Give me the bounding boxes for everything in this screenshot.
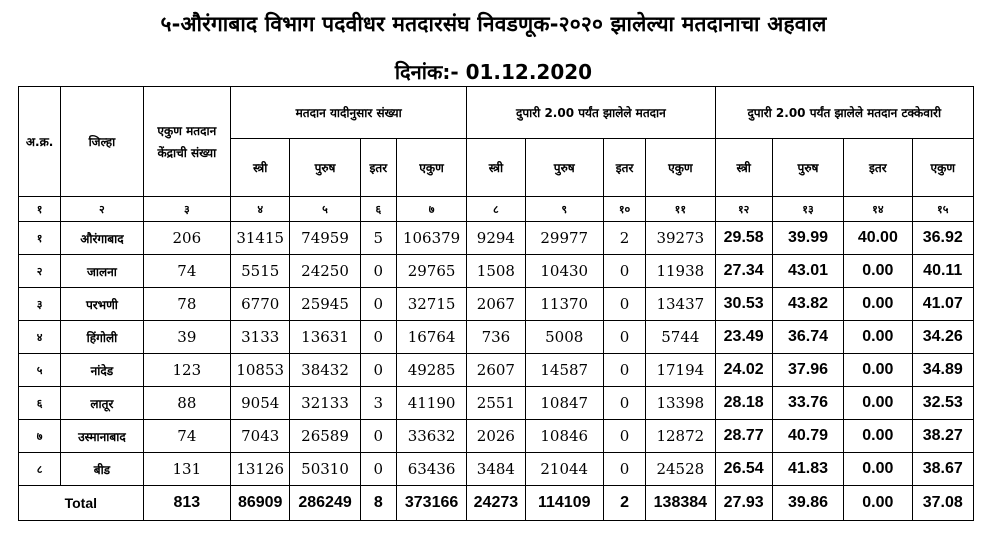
voter-other-cell: 0 — [360, 453, 396, 486]
centers-cell: 74 — [143, 420, 230, 453]
header-percent-female: स्त्री — [715, 139, 772, 197]
header-voter-other: इतर — [360, 139, 396, 197]
voter-female-cell: 10853 — [231, 354, 290, 387]
polled-female-cell: 2551 — [467, 387, 525, 420]
percent-total-cell: 38.67 — [912, 453, 973, 486]
serial-cell: १ — [19, 222, 61, 255]
voter-total-cell: 33632 — [396, 420, 466, 453]
column-number: १ — [19, 197, 61, 222]
total-label: Total — [19, 486, 144, 521]
total-polled-total-cell: 138384 — [646, 486, 715, 521]
percent-total-cell: 41.07 — [912, 288, 973, 321]
centers-cell: 206 — [143, 222, 230, 255]
polled-female-cell: 736 — [467, 321, 525, 354]
report-title: ५-औरंगाबाद विभाग पदवीधर मतदारसंघ निवडणूक-२०२० झालेल्या मतदानाचा अहवाल — [160, 12, 827, 36]
percent-other-cell: 0.00 — [844, 255, 912, 288]
column-number: ६ — [360, 197, 396, 222]
column-number: १२ — [715, 197, 772, 222]
percent-male-cell: 43.82 — [772, 288, 843, 321]
voter-male-cell: 32133 — [290, 387, 360, 420]
polled-other-cell: 0 — [603, 288, 645, 321]
total-voter-other-cell: 8 — [360, 486, 396, 521]
polled-female-cell: 1508 — [467, 255, 525, 288]
polled-female-cell: 2067 — [467, 288, 525, 321]
column-number: ९ — [525, 197, 603, 222]
polled-female-cell: 9294 — [467, 222, 525, 255]
district-cell: हिंगोली — [61, 321, 143, 354]
table-row — [19, 354, 974, 387]
polled-total-cell: 13398 — [646, 387, 715, 420]
voter-female-cell: 7043 — [231, 420, 290, 453]
percent-female-cell: 29.58 — [715, 222, 772, 255]
percent-male-cell: 36.74 — [772, 321, 843, 354]
polled-female-cell: 2607 — [467, 354, 525, 387]
voter-other-cell: 0 — [360, 288, 396, 321]
percent-other-cell: 0.00 — [844, 420, 912, 453]
column-number: ५ — [290, 197, 360, 222]
percent-other-cell: 40.00 — [844, 222, 912, 255]
voter-other-cell: 0 — [360, 354, 396, 387]
report-date: दिनांक:- 01.12.2020 — [394, 60, 593, 84]
percent-male-cell: 33.76 — [772, 387, 843, 420]
centers-cell: 88 — [143, 387, 230, 420]
serial-cell: ४ — [19, 321, 61, 354]
total-percent-male-cell: 39.86 — [772, 486, 843, 521]
column-number-row — [19, 197, 974, 222]
district-cell: जालना — [61, 255, 143, 288]
header-voter-list-group: मतदान यादीनुसार संख्या — [231, 87, 467, 139]
serial-cell: ८ — [19, 453, 61, 486]
percent-total-cell: 34.89 — [912, 354, 973, 387]
voter-male-cell: 26589 — [290, 420, 360, 453]
percent-female-cell: 28.77 — [715, 420, 772, 453]
percent-other-cell: 0.00 — [844, 387, 912, 420]
percent-other-cell: 0.00 — [844, 453, 912, 486]
percent-other-cell: 0.00 — [844, 354, 912, 387]
district-cell: औरंगाबाद — [61, 222, 143, 255]
serial-cell: २ — [19, 255, 61, 288]
percent-female-cell: 27.34 — [715, 255, 772, 288]
table-row — [19, 222, 974, 255]
total-voter-male-cell: 286249 — [290, 486, 360, 521]
table-body — [19, 197, 974, 521]
total-polled-other-cell: 2 — [603, 486, 645, 521]
percent-male-cell: 39.99 — [772, 222, 843, 255]
polled-total-cell: 5744 — [646, 321, 715, 354]
voter-female-cell: 5515 — [231, 255, 290, 288]
voter-male-cell: 38432 — [290, 354, 360, 387]
voter-total-cell: 29765 — [396, 255, 466, 288]
column-number: १३ — [772, 197, 843, 222]
header-voter-total: एकुण — [396, 139, 466, 197]
turnout-table — [18, 86, 974, 521]
serial-cell: ३ — [19, 288, 61, 321]
total-percent-female-cell: 27.93 — [715, 486, 772, 521]
percent-total-cell: 36.92 — [912, 222, 973, 255]
polled-male-cell: 11370 — [525, 288, 603, 321]
header-district: जिल्हा — [61, 87, 143, 197]
serial-cell: ६ — [19, 387, 61, 420]
polled-female-cell: 2026 — [467, 420, 525, 453]
voter-female-cell: 31415 — [231, 222, 290, 255]
voter-female-cell: 6770 — [231, 288, 290, 321]
polled-total-cell: 24528 — [646, 453, 715, 486]
polled-male-cell: 21044 — [525, 453, 603, 486]
percent-female-cell: 26.54 — [715, 453, 772, 486]
column-number: ४ — [231, 197, 290, 222]
percent-total-cell: 38.27 — [912, 420, 973, 453]
centers-cell: 39 — [143, 321, 230, 354]
polled-other-cell: 0 — [603, 354, 645, 387]
table-row — [19, 255, 974, 288]
total-centers-cell: 813 — [143, 486, 230, 521]
serial-cell: ५ — [19, 354, 61, 387]
total-polled-male-cell: 114109 — [525, 486, 603, 521]
polled-male-cell: 10847 — [525, 387, 603, 420]
table-row — [19, 420, 974, 453]
voter-other-cell: 0 — [360, 255, 396, 288]
voter-other-cell: 3 — [360, 387, 396, 420]
polled-total-cell: 11938 — [646, 255, 715, 288]
centers-cell: 131 — [143, 453, 230, 486]
percent-total-cell: 34.26 — [912, 321, 973, 354]
voter-other-cell: 5 — [360, 222, 396, 255]
header-polled-group: दुपारी 2.00 पर्यंत झालेले मतदान — [467, 87, 715, 139]
voter-male-cell: 25945 — [290, 288, 360, 321]
polled-male-cell: 5008 — [525, 321, 603, 354]
percent-male-cell: 43.01 — [772, 255, 843, 288]
polled-other-cell: 0 — [603, 387, 645, 420]
header-voter-female: स्त्री — [231, 139, 290, 197]
table-row — [19, 453, 974, 486]
percent-male-cell: 41.83 — [772, 453, 843, 486]
total-percent-other-cell: 0.00 — [844, 486, 912, 521]
voter-other-cell: 0 — [360, 321, 396, 354]
header-voter-male: पुरुष — [290, 139, 360, 197]
centers-cell: 78 — [143, 288, 230, 321]
voter-total-cell: 63436 — [396, 453, 466, 486]
percent-female-cell: 28.18 — [715, 387, 772, 420]
percent-other-cell: 0.00 — [844, 288, 912, 321]
table-row — [19, 321, 974, 354]
percent-male-cell: 40.79 — [772, 420, 843, 453]
voter-female-cell: 13126 — [231, 453, 290, 486]
serial-cell: ७ — [19, 420, 61, 453]
voter-other-cell: 0 — [360, 420, 396, 453]
total-voter-total-cell: 373166 — [396, 486, 466, 521]
voter-total-cell: 41190 — [396, 387, 466, 420]
header-serial: अ.क्र. — [19, 87, 61, 197]
column-number: १४ — [844, 197, 912, 222]
header-polled-female: स्त्री — [467, 139, 525, 197]
polled-total-cell: 39273 — [646, 222, 715, 255]
polled-total-cell: 12872 — [646, 420, 715, 453]
polled-total-cell: 17194 — [646, 354, 715, 387]
centers-cell: 123 — [143, 354, 230, 387]
district-cell: उस्मानाबाद — [61, 420, 143, 453]
polled-other-cell: 2 — [603, 222, 645, 255]
total-voter-female-cell: 86909 — [231, 486, 290, 521]
header-polled-other: इतर — [603, 139, 645, 197]
polled-female-cell: 3484 — [467, 453, 525, 486]
voter-total-cell: 49285 — [396, 354, 466, 387]
district-cell: परभणी — [61, 288, 143, 321]
polled-male-cell: 10846 — [525, 420, 603, 453]
polled-other-cell: 0 — [603, 321, 645, 354]
header-polled-total: एकुण — [646, 139, 715, 197]
voter-male-cell: 24250 — [290, 255, 360, 288]
district-cell: बीड — [61, 453, 143, 486]
percent-total-cell: 32.53 — [912, 387, 973, 420]
polled-other-cell: 0 — [603, 453, 645, 486]
district-cell: नांदेड — [61, 354, 143, 387]
header-percent-group: दुपारी 2.00 पर्यंत झालेले मतदान टक्केवारी — [715, 87, 973, 139]
polled-male-cell: 29977 — [525, 222, 603, 255]
centers-cell: 74 — [143, 255, 230, 288]
header-percent-other: इतर — [844, 139, 912, 197]
voter-total-cell: 32715 — [396, 288, 466, 321]
polled-other-cell: 0 — [603, 420, 645, 453]
voter-female-cell: 3133 — [231, 321, 290, 354]
percent-other-cell: 0.00 — [844, 321, 912, 354]
total-row — [19, 486, 974, 521]
voter-male-cell: 50310 — [290, 453, 360, 486]
percent-total-cell: 40.11 — [912, 255, 973, 288]
polled-total-cell: 13437 — [646, 288, 715, 321]
table-row — [19, 288, 974, 321]
voter-male-cell: 74959 — [290, 222, 360, 255]
percent-female-cell: 23.49 — [715, 321, 772, 354]
polled-male-cell: 10430 — [525, 255, 603, 288]
column-number: ८ — [467, 197, 525, 222]
header-percent-total: एकुण — [912, 139, 973, 197]
percent-male-cell: 37.96 — [772, 354, 843, 387]
total-percent-total-cell: 37.08 — [912, 486, 973, 521]
column-number: १५ — [912, 197, 973, 222]
polled-other-cell: 0 — [603, 255, 645, 288]
voter-total-cell: 106379 — [396, 222, 466, 255]
voter-female-cell: 9054 — [231, 387, 290, 420]
table-row — [19, 387, 974, 420]
total-polled-female-cell: 24273 — [467, 486, 525, 521]
column-number: २ — [61, 197, 143, 222]
percent-female-cell: 24.02 — [715, 354, 772, 387]
header-centers: एकुण मतदान केंद्राची संख्या — [143, 87, 230, 197]
header-percent-male: पुरुष — [772, 139, 843, 197]
header-polled-male: पुरुष — [525, 139, 603, 197]
voter-total-cell: 16764 — [396, 321, 466, 354]
district-cell: लातूर — [61, 387, 143, 420]
percent-female-cell: 30.53 — [715, 288, 772, 321]
column-number: ७ — [396, 197, 466, 222]
column-number: ११ — [646, 197, 715, 222]
voter-male-cell: 13631 — [290, 321, 360, 354]
column-number: ३ — [143, 197, 230, 222]
table-header — [19, 87, 974, 197]
polled-male-cell: 14587 — [525, 354, 603, 387]
column-number: १० — [603, 197, 645, 222]
